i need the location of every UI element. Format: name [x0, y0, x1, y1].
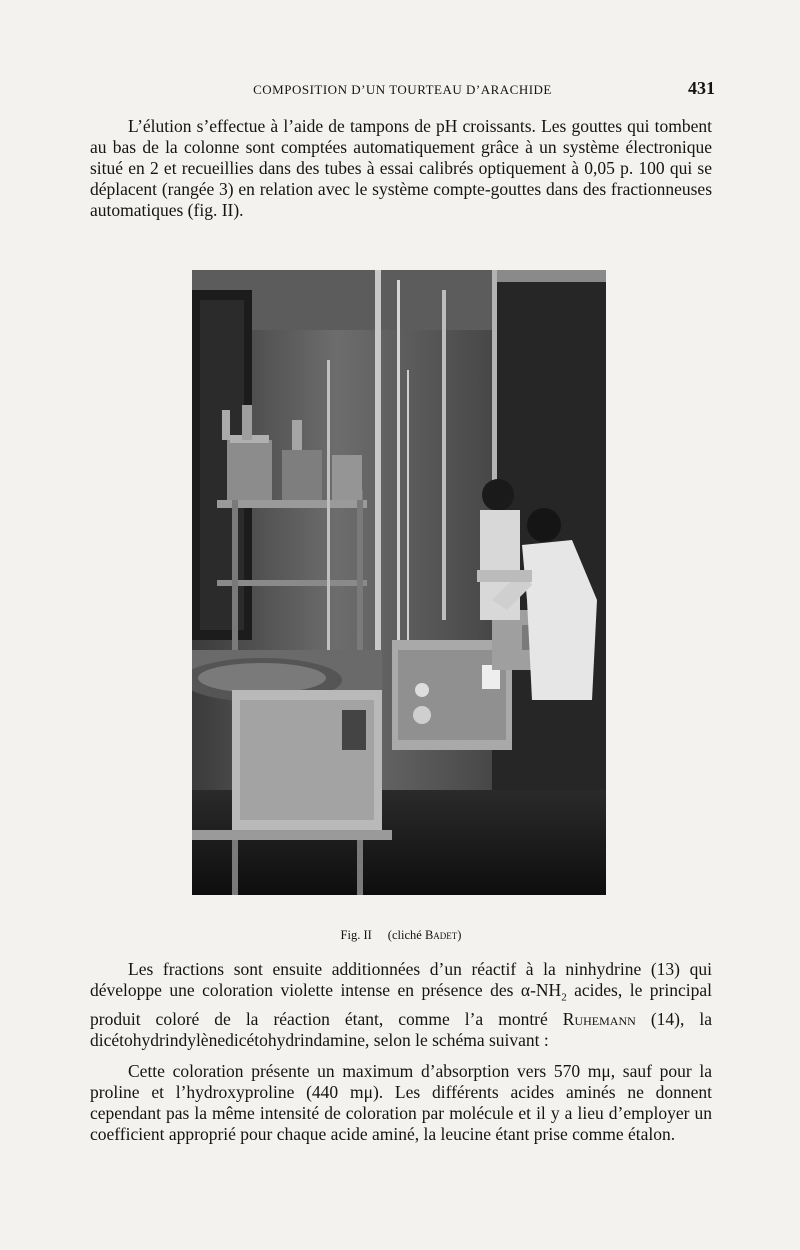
p2-text-c: (14), la dicétohydrindylènedicétohydrindamine, selon le schéma suivant : [90, 1008, 712, 1050]
figure-label: Fig. II [340, 928, 372, 942]
p2-subscript: 2 [561, 991, 567, 1004]
photo-illustration [192, 270, 606, 895]
running-title: COMPOSITION D’UN TOURTEAU D’ARACHIDE [253, 82, 552, 97]
paragraph-absorption: Cette coloration présente un maximum d’absorption vers 570 mμ, sauf pour la proline et l’hydroxyproline (440 mμ). Les différents acides aminés ne donnent cependant pas la même intensité de coloration par molécule et il y a lieu d’employer un coefficient approprié pour chaque acide aminé, la leucine étant prise comme étalon. [90, 1061, 712, 1144]
figure-credit-prefix: (cliché [387, 928, 425, 942]
lab-photograph [192, 270, 606, 895]
figure-caption [90, 928, 712, 943]
figure-credit-name: Badet [424, 928, 458, 942]
paragraph-ninhydrine [90, 959, 712, 1051]
p2-text-a: Les fractions sont ensuite additionnées d’un réactif à la ninhydrine (13) qui développe une coloration violette intense en présence des α-NH [90, 959, 712, 1000]
running-head [90, 78, 715, 102]
author-ruhemann: Ruhemann [562, 1008, 636, 1029]
page-number: 431 [688, 78, 715, 98]
figure-credit-suffix: ) [457, 928, 462, 942]
paragraph-elution: L’élution s’effectue à l’aide de tampons de pH croissants. Les gouttes qui tombent au bas de la colonne sont comptées automatiquement grâce à un système électronique situé en 2 et recueillies dans des tubes à essai calibrés optiquement à 0,05 p. 100 qui se déplacent (rangée 3) en relation avec le système compte-gouttes dans des fractionneuses automatiques (fig. II). [90, 116, 712, 220]
p2-text-b: acides, le principal produit coloré de la réaction étant, comme l’a montré [90, 980, 712, 1029]
